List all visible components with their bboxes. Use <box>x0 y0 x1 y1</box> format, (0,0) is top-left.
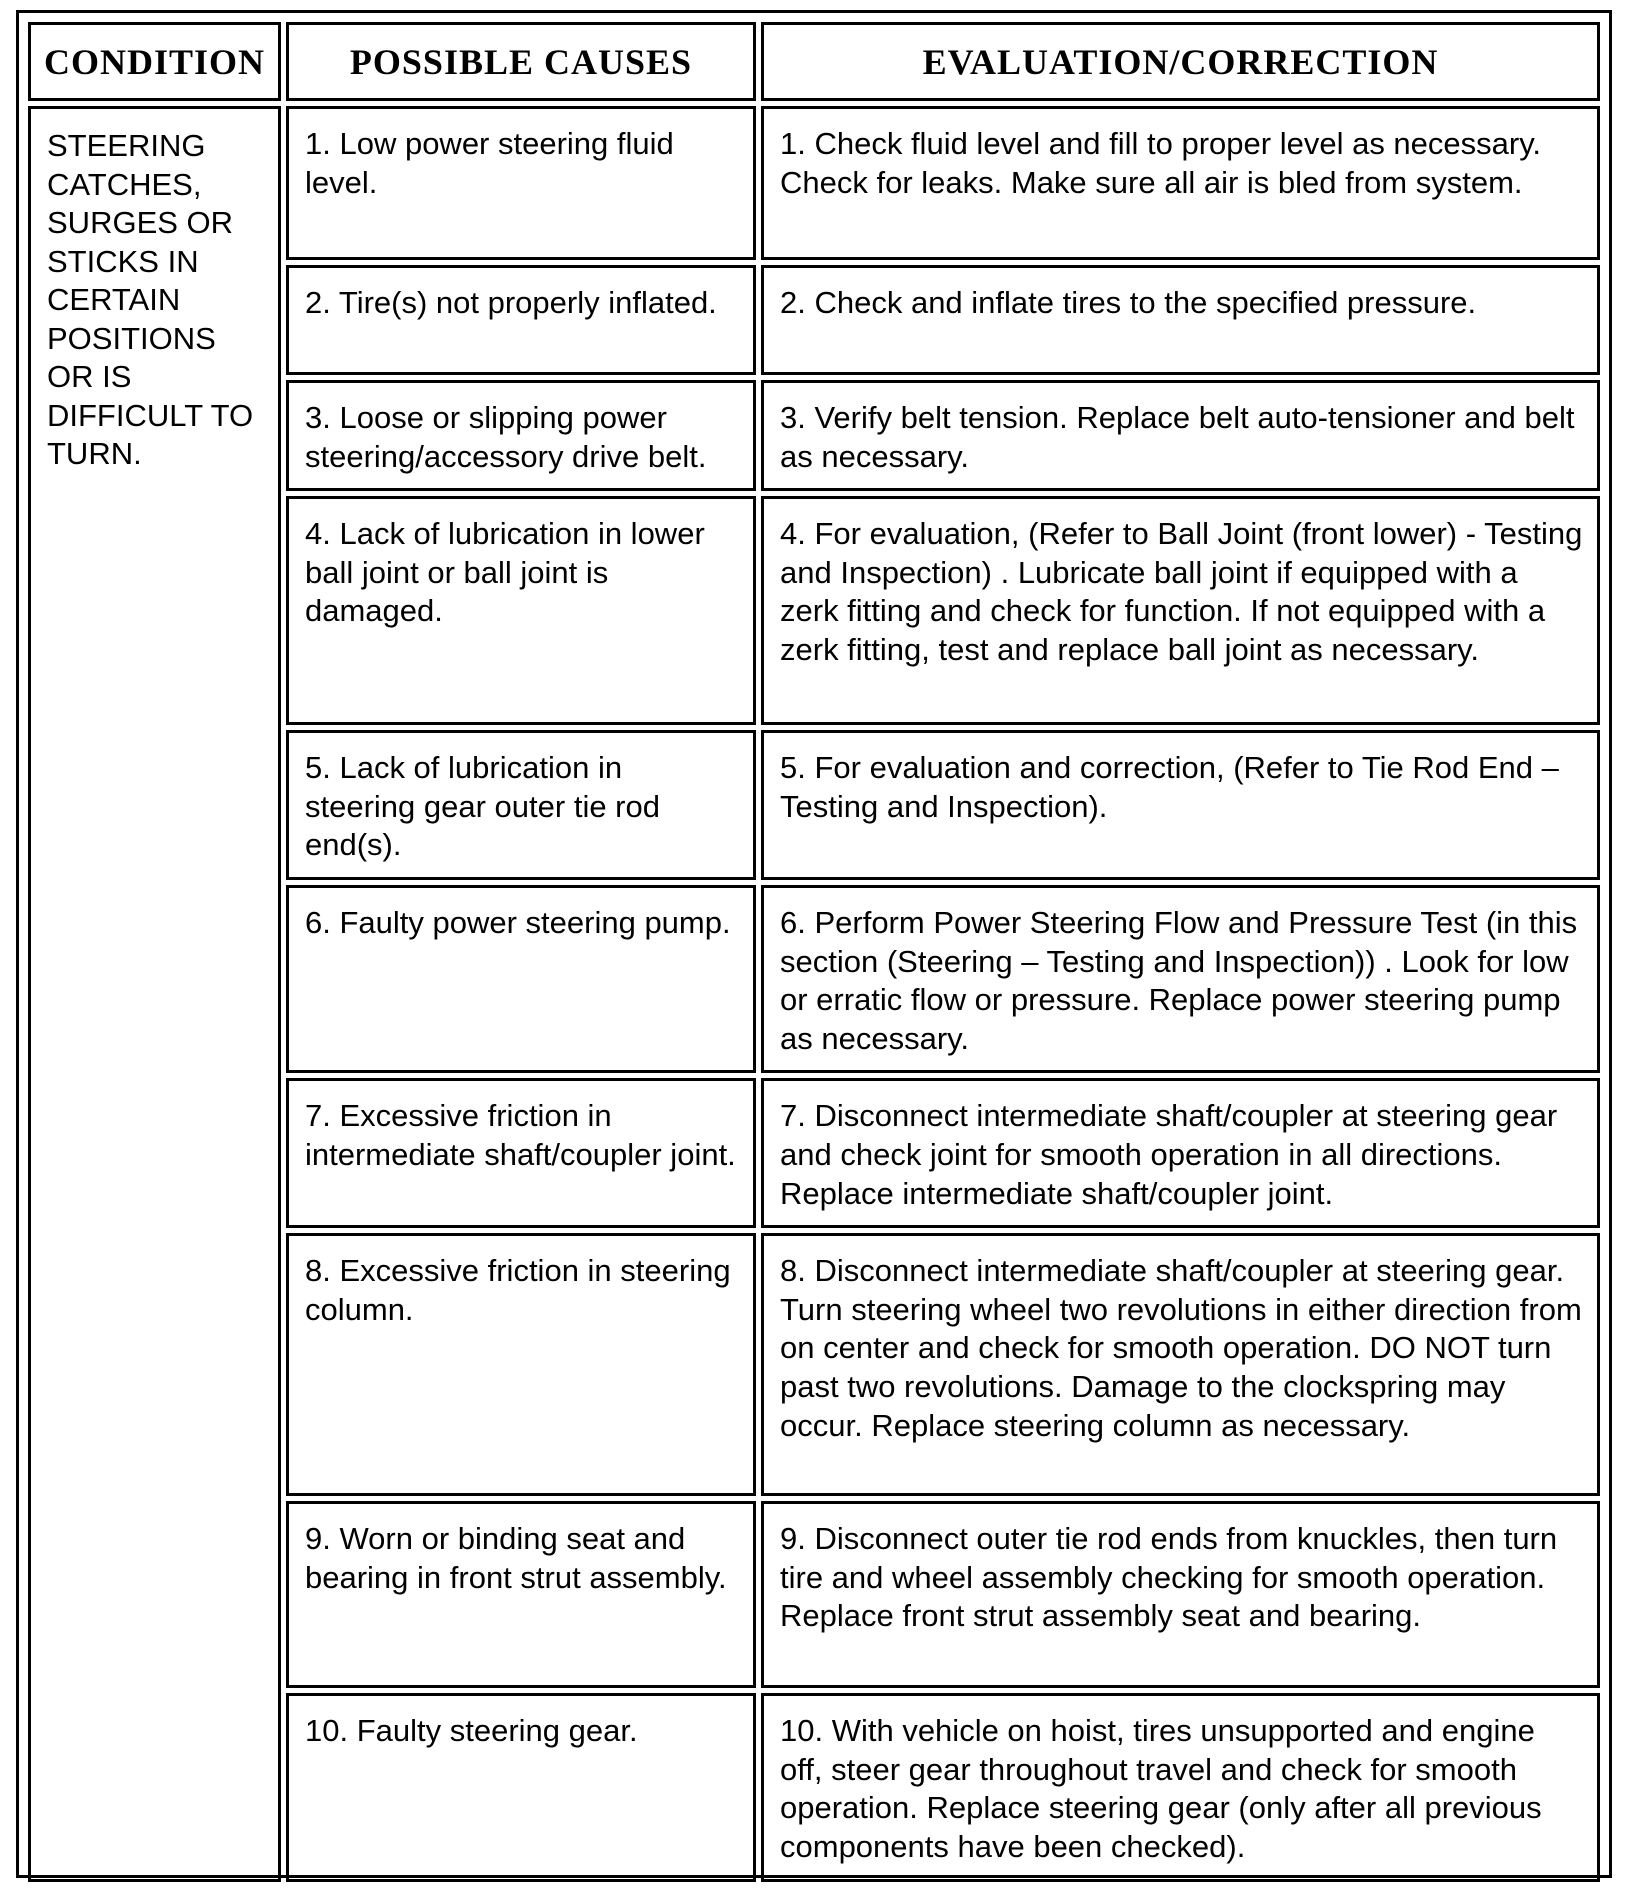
correction-cell: 4. For evaluation, (Refer to Ball Joint (front lower) - Testing and Inspection) . Lubricate ball joint if equipped with a zerk fitting and check for function. If not equipped with a zerk fitting, test and replace ball joint as necessary. <box>761 496 1600 725</box>
header-row <box>28 22 1600 101</box>
correction-cell: 1. Check fluid level and fill to proper level as necessary. Check for leaks. Make sure all air is bled from system. <box>761 106 1600 260</box>
cause-cell: 10. Faulty steering gear. <box>286 1693 756 1881</box>
cause-cell: 1. Low power steering fluid level. <box>286 106 756 260</box>
correction-cell: 2. Check and inflate tires to the specified pressure. <box>761 265 1600 375</box>
correction-cell: 7. Disconnect intermediate shaft/coupler at steering gear and check joint for smooth operation in all directions. Replace intermediate shaft/coupler joint. <box>761 1078 1600 1228</box>
cause-cell: 7. Excessive friction in intermediate shaft/coupler joint. <box>286 1078 756 1228</box>
diagnosis-table-frame <box>16 10 1612 1878</box>
correction-cell: 9. Disconnect outer tie rod ends from knuckles, then turn tire and wheel assembly checking for smooth operation. Replace front strut assembly seat and bearing. <box>761 1501 1600 1688</box>
cause-cell: 4. Lack of lubrication in lower ball joint or ball joint is damaged. <box>286 496 756 725</box>
cause-cell: 6. Faulty power steering pump. <box>286 885 756 1073</box>
table-row <box>28 106 1600 260</box>
correction-cell: 10. With vehicle on hoist, tires unsupported and engine off, steer gear throughout travel and check for smooth operation. Replace steering gear (only after all previous components have been checked). <box>761 1693 1600 1881</box>
cause-cell: 3. Loose or slipping power steering/accessory drive belt. <box>286 380 756 491</box>
header-condition: CONDITION <box>28 22 281 101</box>
cause-cell: 8. Excessive friction in steering column. <box>286 1233 756 1496</box>
condition-cell: STEERING CATCHES, SURGES OR STICKS IN CERTAIN POSITIONS OR IS DIFFICULT TO TURN. <box>28 106 281 1882</box>
correction-cell: 6. Perform Power Steering Flow and Pressure Test (in this section (Steering – Testing and Inspection)) . Look for low or erratic flow or pressure. Replace power steering pump as necessary. <box>761 885 1600 1073</box>
correction-cell: 8. Disconnect intermediate shaft/coupler at steering gear. Turn steering wheel two revolutions in either direction from on center and check for smooth operation. DO NOT turn past two revolutions. Damage to the clockspring may occur. Replace steering column as necessary. <box>761 1233 1600 1496</box>
cause-cell: 2. Tire(s) not properly inflated. <box>286 265 756 375</box>
correction-cell: 3. Verify belt tension. Replace belt auto-tensioner and belt as necessary. <box>761 380 1600 491</box>
cause-cell: 5. Lack of lubrication in steering gear outer tie rod end(s). <box>286 730 756 880</box>
correction-cell: 5. For evaluation and correction, (Refer to Tie Rod End – Testing and Inspection). <box>761 730 1600 880</box>
header-possible-causes: POSSIBLE CAUSES <box>286 22 756 101</box>
diagnosis-table <box>23 17 1605 1887</box>
header-evaluation-correction: EVALUATION/CORRECTION <box>761 22 1600 101</box>
cause-cell: 9. Worn or binding seat and bearing in front strut assembly. <box>286 1501 756 1688</box>
